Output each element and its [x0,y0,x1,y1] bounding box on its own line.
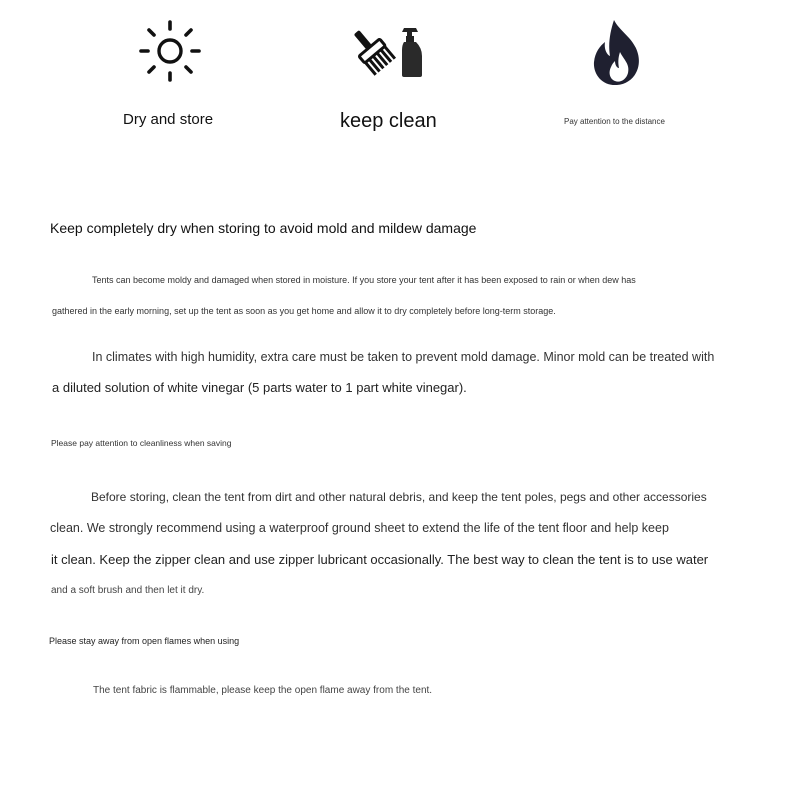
dry-heading: Keep completely dry when storing to avoid mold and mildew damage [50,220,477,236]
flame-line-1: The tent fabric is flammable, please keep the open flame away from the tent. [93,685,433,696]
feature-label-distance: Pay attention to the distance [564,117,665,126]
feature-label-clean: keep clean [340,110,437,132]
cleaning-brush-spray-icon [352,24,424,78]
flame-icon [590,18,644,88]
clean-heading: Please pay attention to cleanliness when saving [51,438,232,448]
dry-paragraph-1-line-1: Tents can become moldy and damaged when stored in moisture. If you store your tent after it has been exposed to rain or when dew has [92,275,636,285]
dry-paragraph-1-line-2: gathered in the early morning, set up the tent as soon as you get home and allow it to dry completely before long-term storage. [52,306,556,316]
flame-heading: Please stay away from open flames when using [49,636,240,646]
clean-line-4: and a soft brush and then let it dry. [51,585,205,596]
sun-icon [138,20,202,82]
dry-paragraph-2-line-2: a diluted solution of white vinegar (5 parts water to 1 part white vinegar). [52,380,467,395]
clean-line-1: Before storing, clean the tent from dirt and other natural debris, and keep the tent poles, pegs and other accessories [91,490,707,504]
dry-paragraph-2-line-1: In climates with high humidity, extra care must be taken to prevent mold damage. Minor mold can be treated with [92,350,715,364]
clean-line-2: clean. We strongly recommend using a waterproof ground sheet to extend the life of the tent floor and help keep [50,521,669,535]
clean-line-3: it clean. Keep the zipper clean and use zipper lubricant occasionally. The best way to clean the tent is to use water [51,552,709,567]
feature-label-dry: Dry and store [123,111,214,128]
